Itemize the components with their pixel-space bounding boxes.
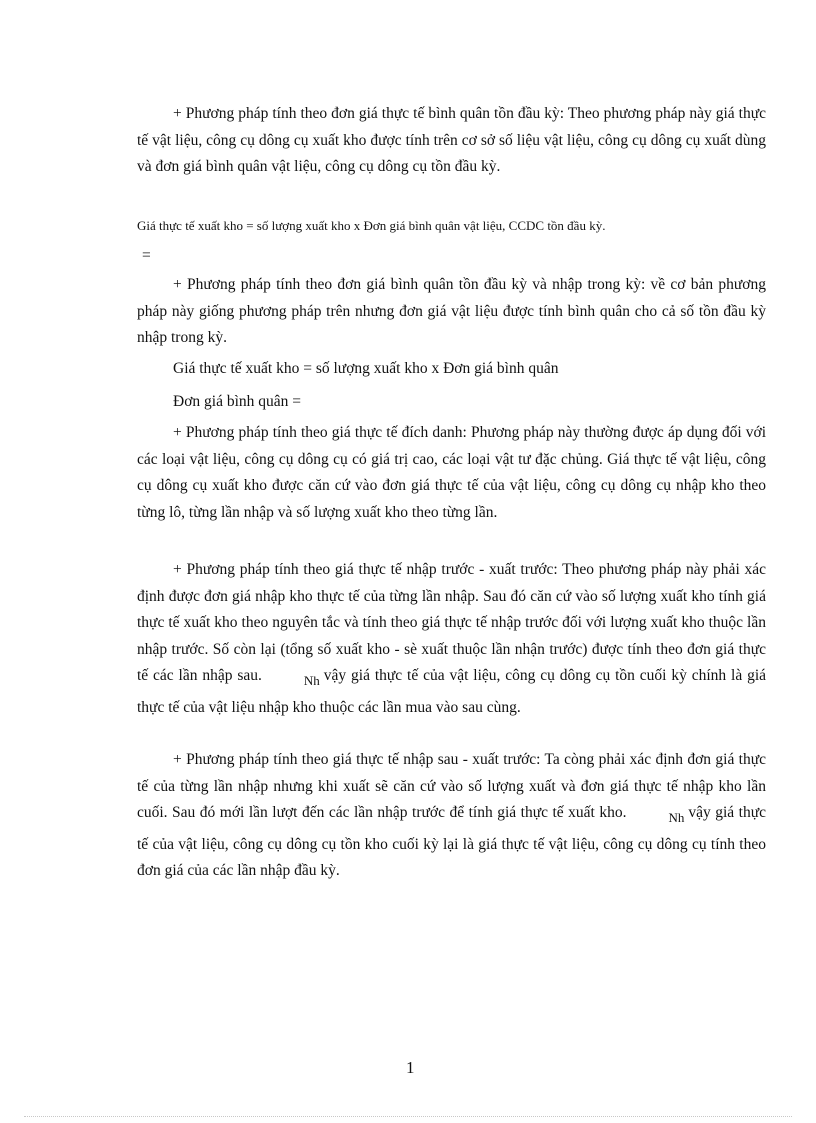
formula-equals-sign: = xyxy=(142,247,151,264)
lifo-nh-fragment: Nh xyxy=(668,810,685,825)
formula-average-unit-price: Đơn giá bình quân = xyxy=(173,393,302,410)
fifo-nh-fragment: Nh xyxy=(303,673,320,688)
paragraph-average-opening-price: + Phương pháp tính theo đơn giá thực tế bình quân tồn đầu kỳ: Theo phương pháp này giá thực tế vật liệu, công cụ dông cụ xuất kho được tính trên cơ sở số liệu vật liệu, công cụ dông cụ xuất dùng và đơn giá bình quân vật liệu, công cụ dông cụ tồn đầu kỳ. xyxy=(137,105,766,175)
formula-actual-issue-price: Giá thực tế xuất kho = số lượng xuất kho x Đơn giá bình quân vật liệu, CCDC tồn đầu kỳ. xyxy=(137,218,606,233)
paragraph-last-in-first-out xyxy=(137,747,766,885)
page-number: 1 xyxy=(406,1058,415,1077)
lifo-text-part-1: + Phương pháp tính theo giá thực tế nhập sau - xuất trước: Ta còng phải xác định đơn giá thực tế của từng lần nhập nhưng khi xuất sẽ căn cứ vào số lượng xuất và đơn giá thực tế nhập kho lần cuối. Sau đó mới lần lượt đến các lần nhập trước để tính giá thực tế xuất kho. xyxy=(137,751,766,821)
fifo-text-part-2: vậy giá thực tế của vật liệu, công cụ dông cụ tồn cuối kỳ chính là giá thực tế của vật liệu nhập kho thuộc các lần mua vào sau cùng. xyxy=(137,667,767,716)
paragraph-specific-identification: + Phương pháp tính theo giá thực tế đích danh: Phương pháp này thường được áp dụng đối với các loại vật liệu, công cụ dông cụ có giá trị cao, các loại vật tư đặc chủng. Giá thực tế vật liệu, công cụ dông cụ xuất kho được căn cứ vào đơn giá thực tế của vật liệu, công cụ dông cụ nhập kho theo từng lô, từng lần nhập và số lượng xuất kho theo từng lần. xyxy=(137,424,766,521)
lifo-text-part-2: vậy giá thực tế của vật liệu, công cụ dông cụ tồn kho cuối kỳ lại là giá thực tế vật liệu, công cụ dông cụ tính theo đơn giá của các lần nhập đầu kỳ. xyxy=(137,804,767,879)
footer-divider xyxy=(24,1116,792,1117)
fifo-text-part-1: + Phương pháp tính theo giá thực tế nhập trước - xuất trước: Theo phương pháp này phải xác định được đơn giá nhập kho thực tế của từng lần nhập. Sau đó căn cứ vào số lượng xuất kho tính giá thực tế xuất kho theo nguyên tắc và tính theo giá thực tế nhập trước đối với lượng xuất kho thuộc lần nhập trước. Số còn lại (tổng số xuất kho - sè xuất thuộc lần nhận trước) được tính theo đơn giá thực tế các lần nhập sau. xyxy=(137,561,766,684)
formula-issue-price-average: Giá thực tế xuất kho = số lượng xuất kho x Đơn giá bình quân xyxy=(173,360,559,377)
paragraph-first-in-first-out xyxy=(137,557,766,721)
paragraph-average-opening-and-receipt-price: + Phương pháp tính theo đơn giá bình quân tồn đầu kỳ và nhập trong kỳ: về cơ bản phương pháp này giống phương pháp trên nhưng đơn giá vật liệu được tính bình quân cho cả số tồn đầu kỳ nhập trong kỳ. xyxy=(137,276,766,346)
